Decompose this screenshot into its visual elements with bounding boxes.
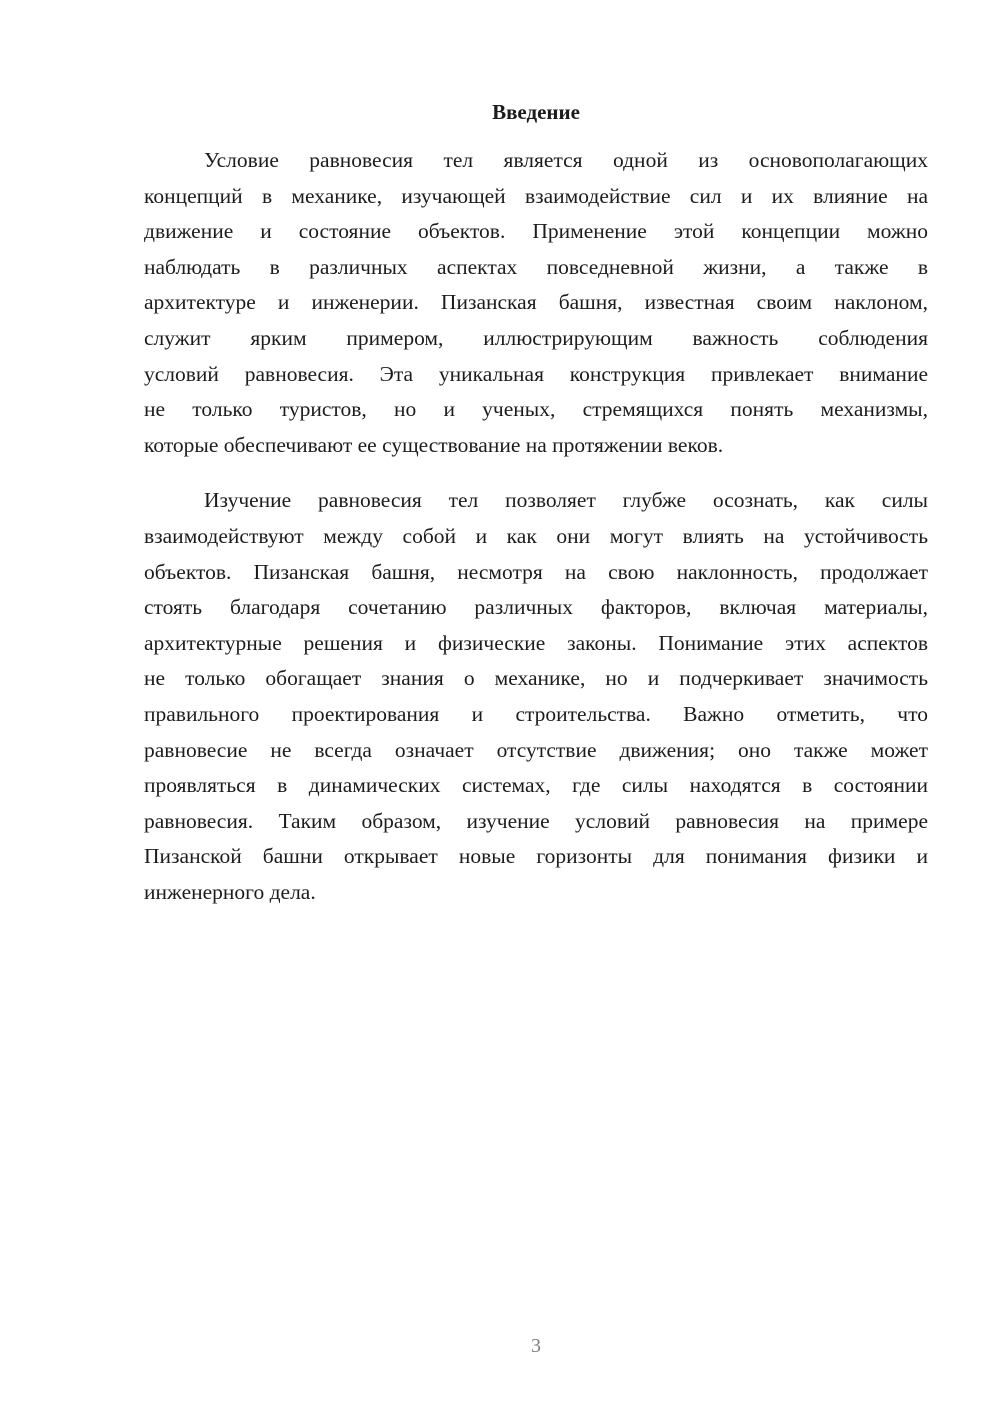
page-number: 3	[531, 1335, 541, 1357]
paragraph-1	[144, 143, 928, 463]
text-line: взаимодействуют между собой и как они могут влиять на устойчивость	[144, 523, 928, 548]
text-line: служит ярким примером, иллюстрирующим важность соблюдения	[144, 325, 928, 350]
text-line: инженерного дела.	[144, 879, 316, 904]
text-line: стоять благодаря сочетанию различных факторов, включая материалы,	[144, 595, 928, 620]
text-line: равновесие не всегда означает отсутствие движения; оно также может	[144, 737, 928, 762]
text-line: концепций в механике, изучающей взаимодействие сил и их влияние на	[144, 183, 928, 208]
page-title: Введение	[492, 100, 580, 124]
text-line: Изучение равновесия тел позволяет глубже осознать, как силы	[204, 488, 928, 513]
paragraph-2	[144, 483, 928, 910]
text-line: движение и состояние объектов. Применение этой концепции можно	[144, 219, 928, 244]
text-line: условий равновесия. Эта уникальная конструкция привлекает внимание	[144, 361, 928, 386]
text-line: правильного проектирования и строительства. Важно отметить, что	[144, 701, 928, 726]
text-line: Условие равновесия тел является одной из основополагающих	[204, 148, 928, 172]
text-line: Пизанской башни открывает новые горизонты для понимания физики и	[144, 844, 928, 869]
text-line: равновесия. Таким образом, изучение условий равновесия на примере	[144, 808, 928, 833]
text-line: проявляться в динамических системах, где силы находятся в состоянии	[144, 773, 928, 798]
text-line: архитектурные решения и физические законы. Понимание этих аспектов	[144, 630, 928, 655]
text-line: наблюдать в различных аспектах повседневной жизни, а также в	[144, 254, 928, 279]
body-text	[144, 143, 928, 910]
text-line: не только туристов, но и ученых, стремящихся понять механизмы,	[144, 397, 928, 422]
text-line: объектов. Пизанская башня, несмотря на свою наклонность, продолжает	[144, 559, 928, 584]
text-line: которые обеспечивают ее существование на протяжении веков.	[144, 432, 724, 457]
text-line: не только обогащает знания о механике, но и подчеркивает значимость	[144, 666, 928, 691]
text-line: архитектуре и инженерии. Пизанская башня, известная своим наклоном,	[144, 290, 928, 315]
